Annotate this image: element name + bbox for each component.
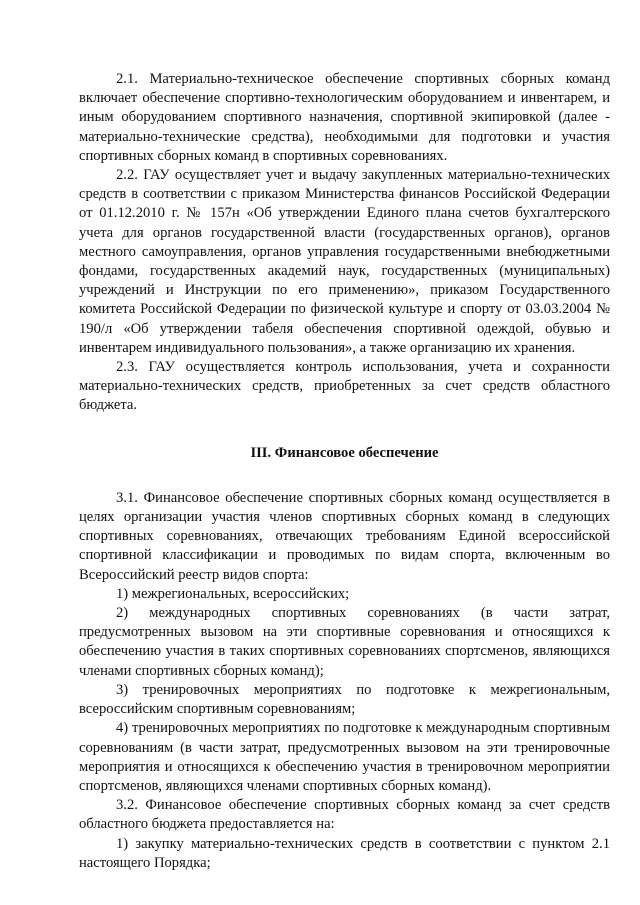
paragraph-2-1: 2.1. Материально-техническое обеспечение спортивных сборных команд включает обеспечение спортивно-технологическим оборудованием и инвентарем, и иным оборудованием спортивного назначения, спортивной экипировкой (далее - материально-технические средства), необходимыми для подготовки и участия спортивных сборных команд в спортивных соревнованиях.: [79, 71, 610, 164]
list-item-3-2-1: 1) закупку материально-технических средств в соответствии с пунктом 2.1 настоящего Порядка;: [79, 835, 610, 871]
list-item-3-1-4: 4) тренировочных мероприятиях по подготовке к международным спортивным соревнованиям (в части затрат, предусмотренных вызовом на эти тренировочные мероприятия и относящихся к обеспечению участия в тренировочном мероприятии спортсменов, являющихся членами спортивных сборных команд).: [79, 720, 610, 794]
paragraph-3-1: 3.1. Финансовое обеспечение спортивных сборных команд осуществляется в целях организации участия членов спортивных сборных команд в следующих спортивных соревнованиях, отвечающих требованиям Единой всероссийской спортивной классификации и проводимых по видам спорта, включенным во Всероссийский реестр видов спорта:: [79, 489, 610, 583]
list-item-3-1-2: 2) международных спортивных соревнованиях (в части затрат, предусмотренных вызовом на эти спортивные соревнования и относящихся к обеспечению участия в таких спортивных соревнованиях спортсменов, являющихся членами спортивных сборных команд);: [79, 605, 610, 679]
section-heading-3: III. Финансовое обеспечение: [250, 444, 439, 461]
document-body: [79, 70, 610, 873]
list-item-3-1-3: 3) тренировочных мероприятиях по подготовке к межрегиональным, всероссийским спортивным соревнованиям;: [79, 681, 610, 718]
paragraph-2-3: 2.3. ГАУ осуществляется контроль использования, учета и сохранности материально-технических средств, приобретенных за счет средств областного бюджета.: [79, 359, 610, 414]
paragraph-3-2: 3.2. Финансовое обеспечение спортивных сборных команд за счет средств областного бюджета предоставляется на:: [79, 797, 610, 833]
list-item-3-1-1: 1) межрегиональных, всероссийских;: [116, 585, 350, 602]
paragraph-2-2: 2.2. ГАУ осуществляет учет и выдачу закупленных материально-технических средств в соответствии с приказом Министерства финансов Российской Федерации от 01.12.2010 г. № 157н «Об утверждении Единого плана счетов бухгалтерского учета для органов государственной власти (государственных органов), органов местного самоуправления, органов управления государственными внебюджетными фондами, государственных академий наук, государственных (муниципальных) учреждений и Инструкции по его применению», приказом Государственного комитета Российской Федерации по физической культуре и спорту от 03.03.2004 № 190/л «Об утверждении табеля обеспечения спортивной одеждой, обувью и инвентарем индивидуального пользования», а также организацию их хранения.: [79, 167, 610, 356]
